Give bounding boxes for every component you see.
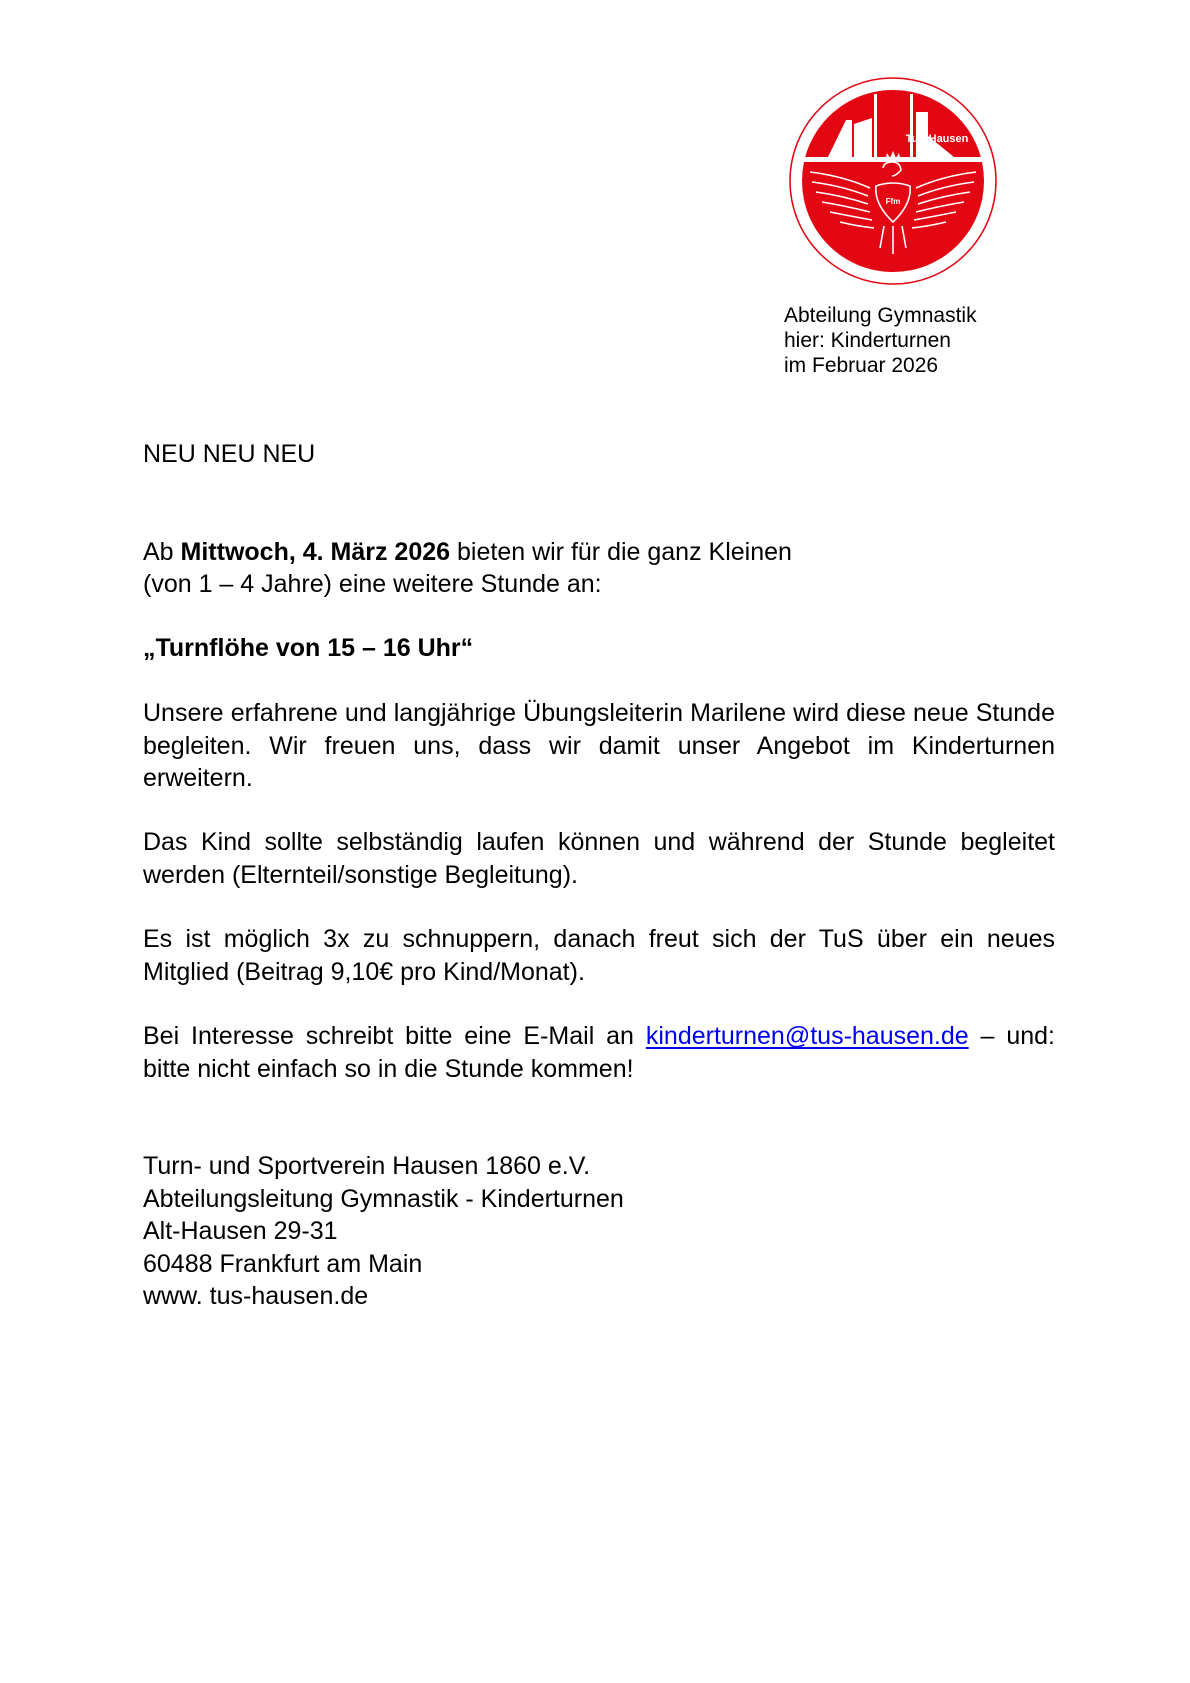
svg-text:Ffm: Ffm	[885, 197, 901, 206]
contact-prefix: Bei Interesse schreibt bitte eine E-Mail an	[143, 1022, 646, 1050]
email-link[interactable]: kinderturnen@tus-hausen.de	[645, 1022, 969, 1050]
intro-line-2: (von 1 – 4 Jahre) eine weitere Stunde an:	[143, 570, 602, 598]
course-title: „Turnflöhe von 15 – 16 Uhr“	[143, 634, 474, 662]
department-info	[784, 303, 977, 378]
department-line: Abteilung Gymnastik	[784, 304, 977, 327]
tus-hausen-eagle-logo-icon	[788, 76, 998, 286]
intro-rest: bieten wir für die ganz Kleinen	[450, 538, 792, 566]
start-date: Mittwoch, 4. März 2026	[180, 538, 451, 566]
intro-paragraph	[143, 536, 1055, 600]
paragraph-instructor: Unsere erfahrene und langjährige Übungsleiterin Marilene wird diese neue Stunde begleiten. Wir freuen uns, dass wir damit unser Angebot im Kinderturnen erweitern.	[143, 699, 1055, 792]
svg-text:1860 e.V.: 1860 e.V.	[919, 147, 940, 153]
city-address: 60488 Frankfurt am Main	[143, 1249, 423, 1278]
street-address: Alt-Hausen 29-31	[143, 1217, 338, 1245]
club-logo	[788, 76, 998, 286]
club-name: Turn- und Sportverein Hausen 1860 e.V.	[143, 1152, 591, 1180]
intro-line-1	[143, 536, 1055, 568]
footer-address	[143, 1150, 1055, 1313]
subject-line: hier: Kinderturnen	[784, 329, 951, 352]
svg-text:TuS Hausen: TuS Hausen	[905, 133, 969, 145]
headline: NEU NEU NEU	[143, 440, 316, 468]
website: www. tus-hausen.de	[143, 1282, 369, 1310]
paragraph-requirements: Das Kind sollte selbständig laufen können und während der Stunde begleitet werden (Elternteil/sonstige Begleitung).	[143, 828, 1055, 889]
intro-prefix: Ab	[143, 538, 181, 566]
contact-suffix: – und: bitte nicht einfach so in die Stunde kommen!	[143, 1022, 1055, 1083]
date-line: im Februar 2026	[784, 354, 939, 377]
paragraph-contact	[143, 1020, 1055, 1085]
paragraph-membership: Es ist möglich 3x zu schnuppern, danach freut sich der TuS über ein neues Mitglied (Beitrag 9,10€ pro Kind/Monat).	[143, 925, 1055, 986]
department-lead: Abteilungsleitung Gymnastik - Kinderturnen	[143, 1184, 624, 1213]
